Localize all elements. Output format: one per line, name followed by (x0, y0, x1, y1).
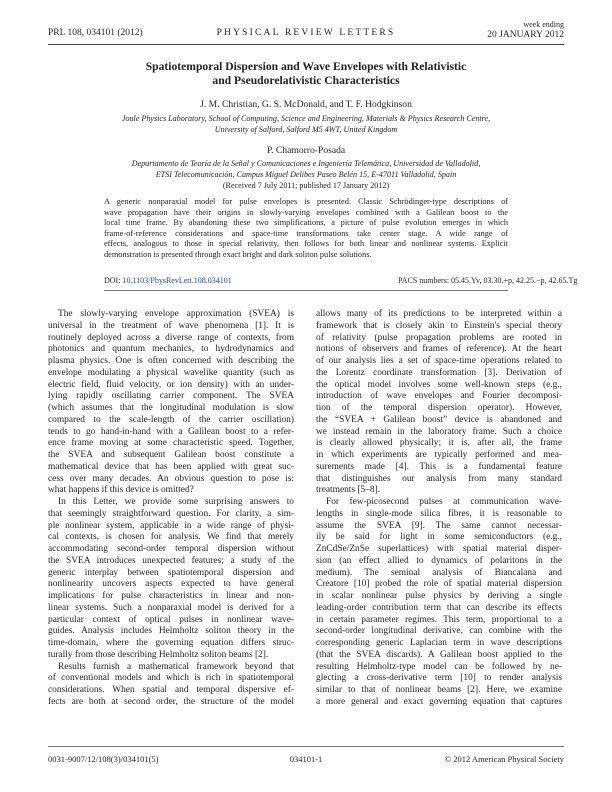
body-text-line: plasma physics. One is often concerned with describing the (48, 356, 294, 366)
body-text-line: turally from those describing Helmholtz soliton beams [2]. (48, 649, 269, 660)
affiliation-line: Joule Physics Laboratory, School of Computing, Science and Engineering, Materials & Physics Research Centre, (121, 114, 491, 123)
body-text-line: the SVEA introduces unexpected features; a study of the (48, 555, 294, 566)
body-text-line: Results furnish a mathematical framework beyond that (58, 661, 294, 672)
week-ending-label: week ending (523, 20, 564, 29)
page-number: 034101-1 (289, 754, 323, 764)
body-text-line: second-order longitudinal derivative, can combine with the (316, 626, 562, 637)
issue-date-block (487, 20, 564, 40)
body-text-line: fects are both at second order, the structure of the model (48, 696, 294, 707)
journal-name: PHYSICAL REVIEW LETTERS (216, 28, 396, 38)
body-text-line: tion of the temporal dispersion operator). However, (316, 403, 562, 413)
body-text-line: is clearly allowed physically; it is, after all, the frame (316, 438, 562, 449)
body-text-line: sion (an effect allied to dynamics of polaritons in the (316, 555, 562, 566)
affiliation-line: Departamento de Teoría de la Señal y Comunicaciones e Ingeniería Telemática, Universidad de Valladolid, (131, 159, 481, 168)
paper-title (60, 60, 552, 88)
journal-reference: PRL 108, 034101 (2012) (48, 28, 143, 38)
body-text-line: we instead remain in the laboratory frame. Such a choice (316, 426, 562, 437)
body-text-line: in scalar nonlinear pulse physics by deriving a single (316, 591, 562, 601)
body-text-line: ple nonlinear system, applicable in a wide range of physi- (48, 520, 294, 531)
body-text-line: For few-picosecond pulses at communication wave- (326, 497, 562, 507)
body-text-line: generic interplay between spatiotemporal dispersion and (48, 567, 294, 578)
article-code: 0031-9007/12/108(3)/034101(5) (48, 754, 159, 764)
abstract-line: A generic nonparaxial model for pulse envelopes is presented. Classic Schrödinger-type descriptions of (104, 197, 508, 206)
author-list: J. M. Christian, G. S. McDonald, and T. F. Hodgkinson (200, 99, 412, 110)
body-text-line: treatments [5–8]. (316, 485, 381, 496)
body-text-line: lying rapidly oscillating carrier component. The SVEA (48, 391, 294, 402)
doi-label: DOI: (104, 276, 121, 285)
footer-rule (48, 746, 564, 747)
body-text-line: (which assumes that the longitudinal modulation is slow (48, 403, 294, 413)
body-column-left (48, 309, 294, 709)
body-text-line: the optical model involves some well-known steps (e.g., (316, 379, 562, 390)
body-column-right (316, 309, 562, 709)
body-text-line: compared to the scale-length of the carrier oscillation) (48, 414, 294, 425)
title-line: Spatiotemporal Dispersion and Wave Envelopes with Relativistic (145, 60, 467, 73)
body-text-line: routinely deployed across a diverse range of contexts, from (48, 332, 294, 343)
body-text-line: medium). The seminal analysis of Biancalana and (316, 567, 562, 578)
body-text-line: ily be said for light in some semiconductors (e.g., (316, 532, 562, 543)
body-text-line: that distinguishes our analysis from many standard (316, 473, 562, 484)
body-text-line: The slowly-varying envelope approximation (SVEA) is (58, 309, 294, 319)
body-text-line: allows many of its predictions to be interpreted within a (316, 309, 562, 319)
body-text-line: universal in the treatment of wave phenomena [1]. It is (48, 320, 294, 331)
body-text-line: the “SVEA + Galilean boost” device is abandoned and (316, 414, 562, 425)
doi-link[interactable]: 10.1103/PhysRevLett.108.034101 (122, 276, 232, 285)
body-text-line: a more general and exact governing equation that captures (316, 696, 562, 707)
body-text-line: Creatore [10] probed the role of spatial material dispersion (316, 579, 562, 590)
body-text-line: envelope modulating a physical wavelike quantity (such as (48, 367, 294, 378)
body-text-line: leading-order contribution term that can describe its effects (316, 602, 562, 613)
affiliation-valladolid (60, 159, 552, 180)
received-date: (Received 7 July 2011; published 17 January 2012) (222, 181, 390, 190)
affiliation-line: University of Salford, Salford M5 4WT, United Kingdom (214, 124, 398, 134)
body-text-line: (that the SVEA discards). A Galilean boost applied to the (316, 649, 562, 660)
body-text-line: In this Letter, we provide some surprising answers to (58, 497, 294, 507)
body-text-line: introduction of wave envelopes and Fourier decomposi- (316, 391, 562, 402)
body-text-line: nonlinearity uncovers aspects expected to have general (48, 579, 294, 590)
body-text-line: cess over many decades. An obvious question to pose is: (48, 473, 294, 484)
body-text-line: cal contexts, is chosen for analysis. We find that merely (48, 532, 294, 543)
abstract (104, 197, 508, 261)
issue-date: 20 JANUARY 2012 (487, 30, 564, 40)
body-text-line: ence frame moving at some characteristic speed. Together, (48, 438, 294, 449)
abstract-line: local time frame. By abandoning these two simplifications, a picture of pulse evolution emerges in which (104, 218, 508, 228)
body-text-line: tends to go hand-in-hand with a Galilean boost to a refer- (48, 426, 294, 437)
body-text-line: in which experiments are typically performed and mea- (316, 450, 562, 460)
body-text-line: lengths in single-mode silica fibres, it is reasonable to (316, 508, 562, 519)
author-second: P. Chamorro-Posada (266, 145, 346, 156)
body-text-line: surements made [4]. This is a fundamental feature (316, 461, 562, 472)
body-text-line: what happens if this device is omitted? (48, 485, 194, 496)
body-text-line: considerations. When spatial and temporal dispersive ef- (48, 685, 294, 695)
body-text-line: photonics and quantum mechanics, to hydrodynamics and (48, 344, 294, 355)
body-text-line: of conventional models and which is rich in spatiotemporal (48, 673, 294, 684)
body-text-line: that seemingly straightforward question. For clarity, a sim- (48, 508, 294, 519)
pacs-numbers: PACS numbers: 05.45.Yv, 03.30.+p, 42.25.−p, 42.65.Tg (398, 276, 578, 285)
body-text-line: the SVEA and subsequent Galilean boost constitute a (48, 450, 294, 460)
body-text-line: accommodating second-order temporal dispersion without (48, 544, 294, 554)
abstract-rule (104, 290, 508, 291)
body-text-line: particular context of optical pulses in nonlinear wave- (48, 614, 294, 625)
body-text-line: framework that is closely akin to Einstein's special theory (316, 320, 562, 331)
body-text-line: mathematical device that has been applied with great suc- (48, 461, 294, 472)
body-text-line: linear systems. Such a nonparaxial model is derived for a (48, 602, 294, 613)
body-text-line: in certain parameter regimes. This term, proportional to a (316, 614, 562, 625)
body-text-line: of our analysis lies a set of space-time operations related to (316, 356, 562, 366)
body-text-line: assume the SVEA [9]. The same cannot necessar- (316, 520, 562, 531)
copyright: © 2012 American Physical Society (444, 754, 564, 764)
abstract-line: wave propagation have their origins in slowly-varying envelopes combined with a Galilean boost to the (104, 207, 508, 217)
affiliation-line: ETSI Telecomunicación, Campus Miguel Delibes Paseo Belén 15, E-47011 Valladolid, Spain (155, 169, 457, 179)
affiliation-salford (60, 114, 552, 135)
header-rule (48, 44, 564, 45)
body-text-line: the Lorentz coordinate transformation [3]. Derivation of (316, 367, 562, 378)
body-text-line: similar to that of nonlinear beams [2]. Here, we examine (316, 685, 562, 695)
body-text-line: of relativity (pulse propagation problems are rooted in (316, 332, 562, 343)
body-text-line: time-domain, where the governing equation differs struc- (48, 638, 294, 648)
body-text-line: guides. Analysis includes Helmholtz soliton theory in the (48, 626, 294, 637)
body-text-line: implications for pulse characteristics in linear and non- (48, 591, 294, 601)
abstract-line: effects, analogous to those in special relativity, then follows for both linear and nonlinear systems. Explicit (104, 239, 508, 249)
abstract-line: demonstration is presented through exact bright and dark soliton pulse solutions. (104, 249, 372, 259)
body-text-line: ZnCdSe/ZnSe superlattices) with spatial material disper- (316, 544, 562, 554)
abstract-line: frame-of-reference considerations and space-time transformations take center stage. A wide range of (104, 228, 508, 238)
body-text-line: electric field, fluid velocity, or ion density) with an under- (48, 379, 294, 390)
body-text-line: notions of observers and frames of reference). At the heart (316, 344, 562, 355)
body-text-line: resulting Helmholtz-type model can be followed by ne- (316, 661, 562, 672)
body-text-line: glecting a cross-derivative term [10] to render analysis (316, 673, 562, 684)
doi (104, 276, 232, 285)
title-line: and Pseudorelativistic Characteristics (212, 74, 400, 87)
body-text-line: corresponding generic Laplacian term in wave descriptions (316, 638, 562, 648)
